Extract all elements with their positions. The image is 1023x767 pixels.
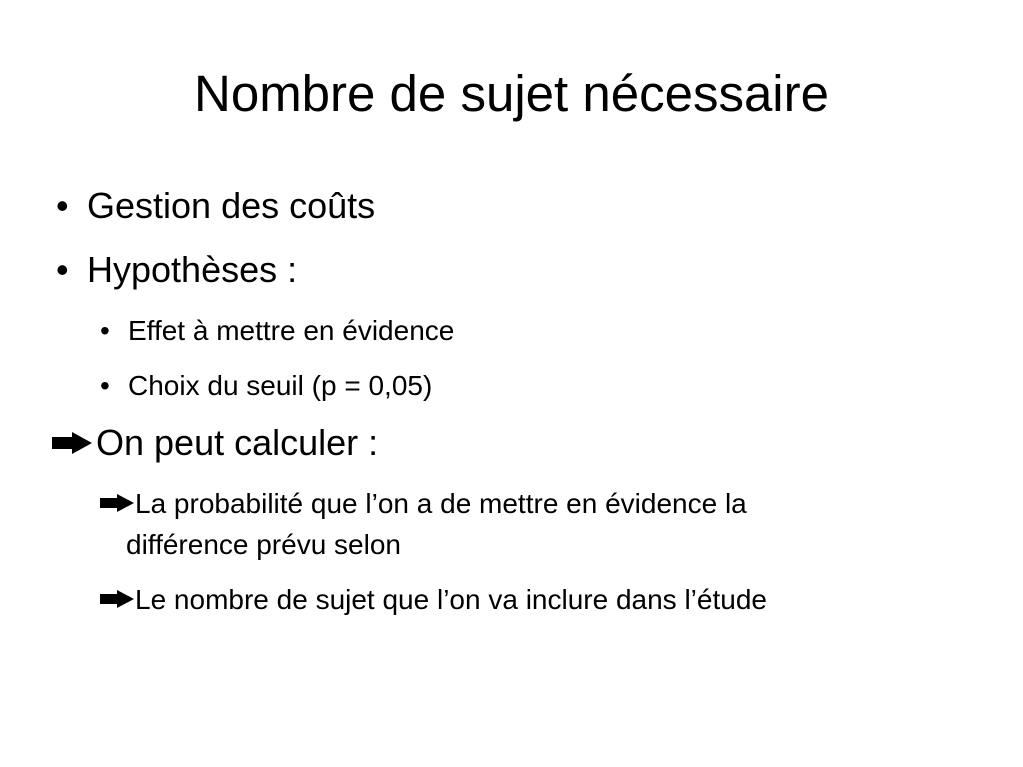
sub-bullet-marker: • xyxy=(100,370,110,401)
sub-bullet-text: Effet à mettre en évidence xyxy=(128,315,455,346)
conclusion-item-text: Le nombre de sujet que l’on va inclure dans l’étude xyxy=(135,584,767,615)
conclusion-item-text-line2: différence prévu selon xyxy=(126,529,401,560)
conclusion-item-text-line1: La probabilité que l’on a de mettre en évidence la xyxy=(135,488,747,519)
conclusion-text: On peut calculer : xyxy=(96,422,379,463)
bullet-text: Hypothèses : xyxy=(87,249,298,290)
bullet-text: Gestion des coûts xyxy=(87,185,376,226)
sub-bullet-text: Choix du seuil (p = 0,05) xyxy=(128,370,433,401)
bullet-marker: • xyxy=(56,249,69,290)
right-arrow-icon xyxy=(52,432,92,454)
right-arrow-icon xyxy=(100,494,134,512)
sub-bullet-marker: • xyxy=(100,315,110,346)
right-arrow-icon xyxy=(100,590,134,608)
bullet-marker: • xyxy=(56,185,69,226)
slide-title: Nombre de sujet nécessaire xyxy=(194,65,829,122)
